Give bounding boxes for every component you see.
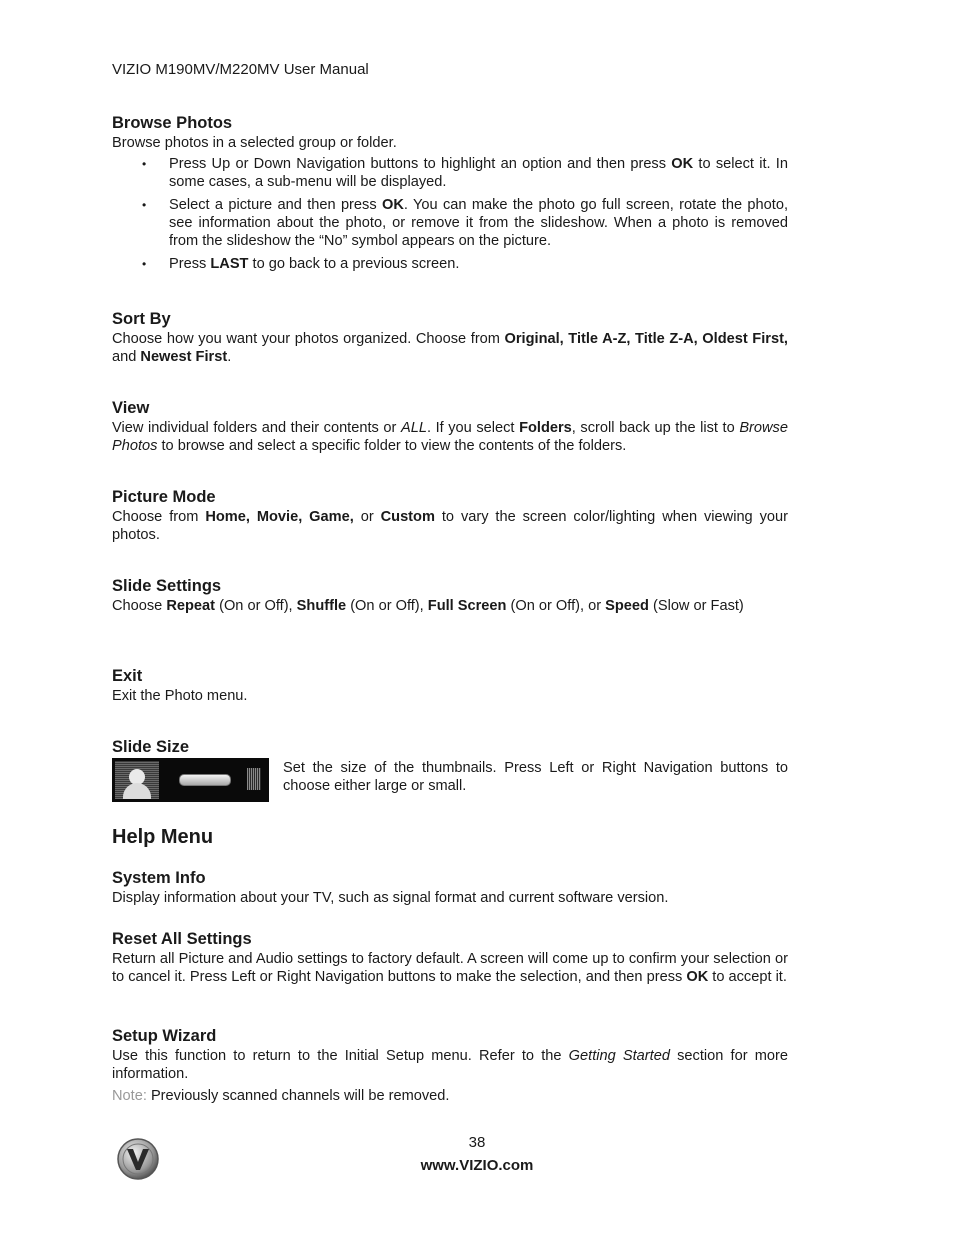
- section-sort-by: [112, 308, 788, 366]
- picture-mode-text: Choose from Home, Movie, Game, or Custom to vary the screen color/lighting when viewing your photos.: [112, 509, 788, 543]
- section-setup-wizard: [112, 1025, 788, 1105]
- footer-url: www.VIZIO.com: [420, 1157, 534, 1174]
- heading-view: View: [112, 399, 150, 417]
- heading-browse-photos: Browse Photos: [112, 114, 233, 132]
- heading-system-info: System Info: [112, 869, 206, 887]
- heading-exit: Exit: [112, 667, 143, 685]
- browse-photos-intro: Browse photos in a selected group or folder.: [112, 135, 397, 151]
- section-system-info: [112, 867, 788, 907]
- setup-wizard-note: Note: Previously scanned channels will be removed.: [112, 1088, 450, 1104]
- setup-wizard-text: Use this function to return to the Initial Setup menu. Refer to the Getting Started section for more information.: [112, 1048, 788, 1082]
- section-slide-size: [112, 736, 788, 808]
- heading-setup-wizard: Setup Wizard: [112, 1027, 217, 1045]
- list-item: • Select a picture and then press OK. You can make the photo go full screen, rotate the photo, see information about the photo, or remove it from the slideshow. When a photo is removed from the slideshow the “No” symbol appears on the picture.: [112, 196, 788, 250]
- size-slider-icon: [179, 774, 231, 786]
- section-picture-mode: [112, 486, 788, 544]
- system-info-text: Display information about your TV, such as signal format and current software version.: [112, 890, 669, 906]
- section-reset-all-settings: [112, 928, 788, 986]
- heading-slide-settings: Slide Settings: [112, 577, 222, 595]
- exit-text: Exit the Photo menu.: [112, 688, 248, 704]
- heading-slide-size: Slide Size: [112, 738, 190, 756]
- heading-reset-all-settings: Reset All Settings: [112, 930, 252, 948]
- slide-size-osd-image: [112, 758, 269, 802]
- photo-thumbnail-icon: [115, 761, 159, 799]
- slide-size-text: Set the size of the thumbnails. Press Left or Right Navigation buttons to choose either large or small.: [283, 760, 788, 794]
- note-label: Note:: [112, 1088, 147, 1104]
- page-number: 38: [468, 1134, 486, 1151]
- section-help-menu: [112, 824, 788, 850]
- sort-by-text: Choose how you want your photos organized. Choose from Original, Title A-Z, Title Z-A, Oldest First, and Newest First.: [112, 331, 788, 365]
- heading-sort-by: Sort By: [112, 310, 171, 328]
- section-browse-photos: [112, 112, 788, 278]
- section-view: [112, 397, 788, 455]
- view-text: View individual folders and their contents or ALL. If you select Folders, scroll back up the list to Browse Photos to browse and select a specific folder to view the contents of the folders.: [112, 420, 788, 454]
- list-item: • Press LAST to go back to a previous screen.: [112, 255, 788, 273]
- running-header: VIZIO M190MV/M220MV User Manual: [112, 61, 369, 78]
- heading-picture-mode: Picture Mode: [112, 488, 216, 506]
- list-item: • Press Up or Down Navigation buttons to highlight an option and then press OK to select it. In some cases, a sub-menu will be displayed.: [112, 155, 788, 191]
- slide-settings-text: Choose Repeat (On or Off), Shuffle (On or Off), Full Screen (On or Off), or Speed (Slow or Fast): [112, 598, 744, 614]
- section-exit: [112, 665, 788, 705]
- photo-thumbnail-small-icon: [247, 768, 261, 790]
- reset-all-text: Return all Picture and Audio settings to factory default. A screen will come up to confirm your selection or to cancel it. Press Left or Right Navigation buttons to make the selection, and then press OK to accept it.: [112, 951, 788, 985]
- section-slide-settings: [112, 575, 788, 615]
- heading-help-menu: Help Menu: [112, 826, 214, 848]
- browse-photos-list: [112, 155, 788, 273]
